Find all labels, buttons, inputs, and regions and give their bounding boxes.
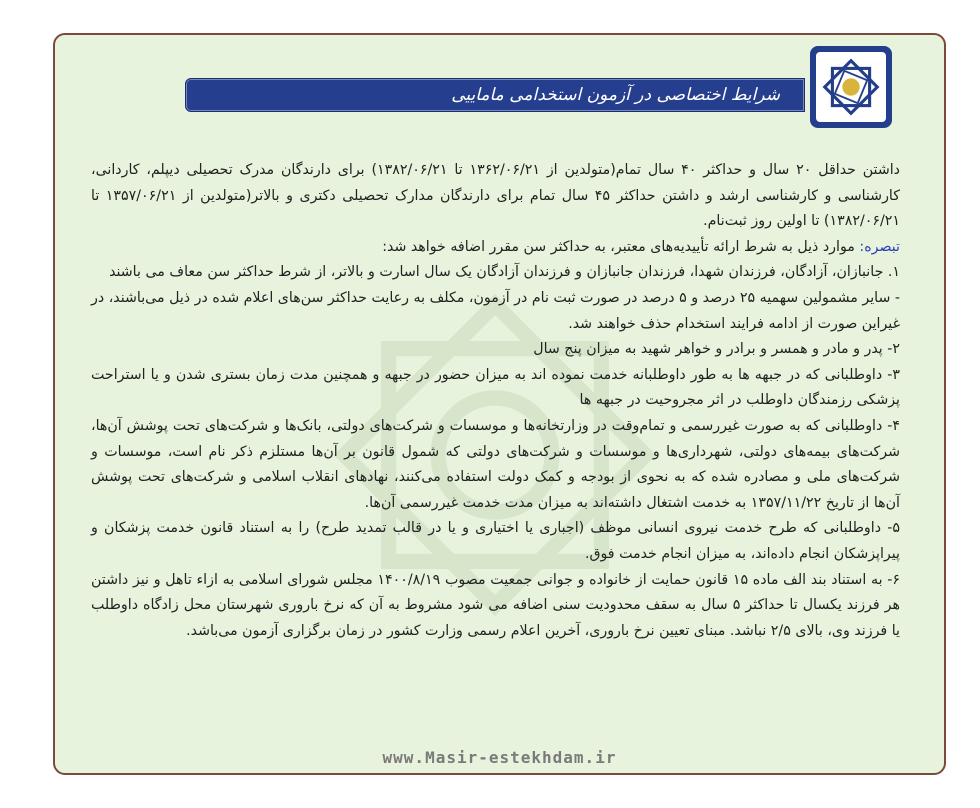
list-item: ۵- داوطلبانی که طرح خدمت نیروی انسانی موظف (اجباری یا اختیاری و یا در قالب تمدید طرح) را به استناد قانون خدمت پزشکان و پیراپزشکان انجام داده‌اند، به میزان انجام خدمت فوق. — [91, 520, 900, 562]
intro-paragraph: داشتن حداقل ۲۰ سال و حداکثر ۴۰ سال تمام(متولدین از ۱۳۶۲/۰۶/۲۱ تا ۱۳۸۲/۰۶/۲۱) برای دارندگان مدرک تحصیلی دیپلم، کاردانی، کارشناسی و کارشناسی ارشد و داشتن حداکثر ۴۵ سال تمام برای دارندگان مدارک تحصیلی دکتری و بالاتر(متولدین از ۱۳۵۷/۰۶/۲۱ تا ۱۳۸۲/۰۶/۲۱) تا اولین روز ثبت‌نام. — [91, 162, 900, 230]
list-item: - سایر مشمولین سهمیه ۲۵ درصد و ۵ درصد در صورت ثبت نام در آزمون، مکلف به رعایت حداکثر سن‌های اعلام شده در ذیل می‌باشند، در غیراین صورت از ادامه فرایند استخدام حذف خواهند شد. — [91, 289, 901, 332]
info-card — [53, 33, 946, 775]
list-item: ۲- پدر و مادر و همسر و برادر و خواهر شهید به میزان پنج سال — [533, 341, 900, 358]
list-item: ۳- داوطلبانی که در جبهه ها به طور داوطلبانه خدمت نموده اند به میزان حضور در جبهه و همچنین مدت زمان بستری شدن و یا استراحت پزشکی رزمندگان داوطلب در اثر مجروحیت در جبهه ها — [91, 366, 900, 409]
site-watermark: www.Masir-estekhdam.ir — [382, 748, 617, 767]
list-item: ۱. جانبازان، آزادگان، فرزندان شهدا، فرزندان جانبازان و فرزندان آزادگان یک سال اسارت و بالاتر، از شرط حداکثر سن معاف می باشند — [109, 264, 900, 281]
list-item: ۶- به استناد بند الف ماده ۱۵ قانون حمایت از خانواده و جوانی جمعیت مصوب ۱۴۰۰/۸/۱۹ مجلس شورای اسلامی به ازاء تاهل و نیز داشتن هر فرزند یکسال تا حداکثر ۵ سال به سقف محدودیت سنی اضافه می شود مشروط به آن که نرخ باروری شهرستان محل زادگاه داوطلب یا فرزند وی، بالای ۲/۵ نباشد. مبنای تعیین نرخ باروری، آخرین اعلام رسمی وزارت کشور در زمان برگزاری آزمون می‌باشد. — [91, 571, 900, 639]
note-label: تبصره: — [859, 238, 900, 255]
note-text: موارد ذیل به شرط ارائه تأییدیه‌های معتبر، به حداکثر سن مقرر اضافه خواهد شد: — [382, 238, 860, 255]
page-title: شرایط اختصاصی در آزمون استخدامی ماماییی — [451, 85, 780, 105]
note-paragraph — [91, 235, 900, 261]
title-bar — [185, 78, 805, 112]
bank-logo-icon — [820, 56, 882, 118]
logo — [810, 46, 892, 128]
list-item: ۴- داوطلبانی که به صورت غیررسمی و تمام‌وقت در وزارتخانه‌ها و موسسات و شرکت‌های دولتی، بانک‌ها و شرکت‌های تحت پوشش آن‌ها، شرکت‌های بیمه‌های دولتی، شهرداری‌ها و موسسات و شرکت‌های دولتی که شمول قانون بر آن‌ها مستلزم ذکر نام است، موسسات و شرکت‌های ملی و مصادره شده که به نحوی از بودجه و کمک دولت استفاده می‌کنند، نهادهای انقلاب اسلامی و شرکت‌های تحت پوشش آن‌ها از تاریخ ۱۳۵۷/۱۱/۲۲ به خدمت اشتغال داشته‌اند به میزان مدت خدمت غیررسمی آن‌ها. — [91, 417, 900, 511]
conditions-text — [91, 158, 900, 644]
